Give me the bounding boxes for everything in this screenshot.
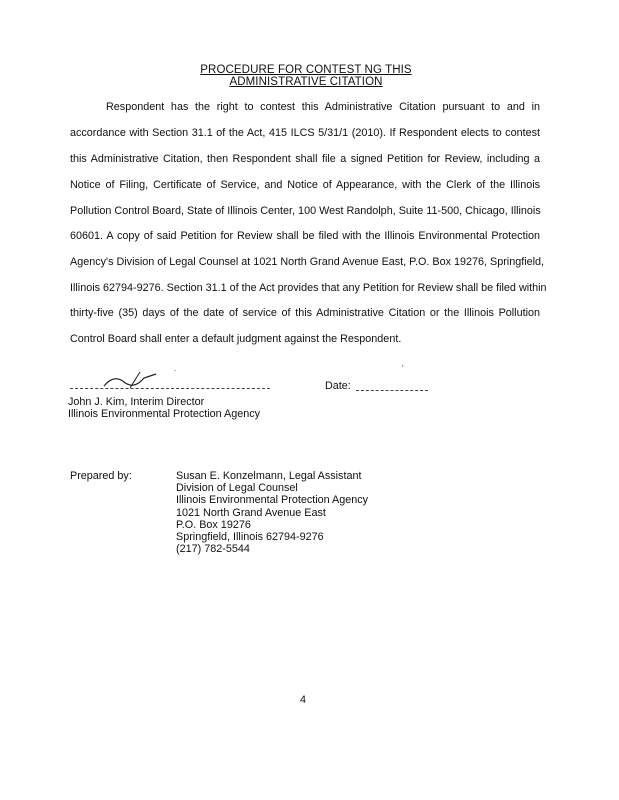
scan-speck: ' bbox=[402, 364, 404, 373]
document-heading bbox=[0, 64, 612, 88]
paragraph-line: Pollution Control Board, State of Illinois Center, 100 West Randolph, Suite 11-500, Chicago, Illinois bbox=[70, 205, 541, 217]
heading-line-2: ADMINISTRATIVE CITATION bbox=[229, 76, 383, 88]
signer-name-title: John J. Kim, Interim Director bbox=[68, 396, 205, 408]
scan-speck: . bbox=[174, 364, 177, 373]
preparer-line: P.O. Box 19276 bbox=[176, 518, 251, 531]
page-number: 4 bbox=[300, 694, 307, 706]
preparer-line: Division of Legal Counsel bbox=[176, 482, 298, 495]
paragraph-line: 60601. A copy of said Petition for Review shall be filed with the Illinois Environmental Protection bbox=[70, 230, 540, 242]
preparer-line: Springfield, Illinois 62794-9276 bbox=[176, 531, 324, 544]
preparer-line: Illinois Environmental Protection Agency bbox=[176, 494, 369, 507]
date-line bbox=[356, 380, 428, 391]
signer-agency: Illinois Environmental Protection Agency bbox=[68, 408, 261, 420]
paragraph-line: Control Board shall enter a default judgment against the Respondent. bbox=[70, 333, 402, 345]
preparer-line: 1021 North Grand Avenue East bbox=[176, 506, 326, 519]
date-label: Date: bbox=[325, 380, 351, 392]
paragraph-line: this Administrative Citation, then Respondent shall file a signed Petition for Review, including a bbox=[70, 153, 540, 165]
paragraph-line: Respondent has the right to contest this Administrative Citation pursuant to and in bbox=[106, 101, 540, 113]
paragraph-line: thirty-five (35) days of the date of service of this Administrative Citation or the Illinois Pollution bbox=[70, 307, 540, 319]
paragraph-line: Notice of Filing, Certificate of Service, and Notice of Appearance, with the Clerk of the Illinois bbox=[70, 179, 540, 191]
preparer-line: (217) 782-5544 bbox=[176, 543, 250, 556]
preparer-contact-block bbox=[176, 470, 368, 555]
prepared-by-label: Prepared by: bbox=[70, 470, 132, 482]
preparer-line: Susan E. Konzelmann, Legal Assistant bbox=[176, 470, 362, 482]
paragraph-line: accordance with Section 31.1 of the Act, 415 ILCS 5/31/1 (2010). If Respondent elects to contest bbox=[70, 127, 540, 139]
signature-mark bbox=[100, 370, 160, 390]
paragraph-line: Illinois 62794-9276. Section 31.1 of the Act provides that any Petition for Review shall be filed within bbox=[70, 282, 547, 294]
heading-line-1: PROCEDURE FOR CONTEST NG THIS bbox=[200, 64, 412, 76]
paragraph-line: Agency's Division of Legal Counsel at 1021 North Grand Avenue East, P.O. Box 19276, Springfield, bbox=[70, 256, 545, 268]
